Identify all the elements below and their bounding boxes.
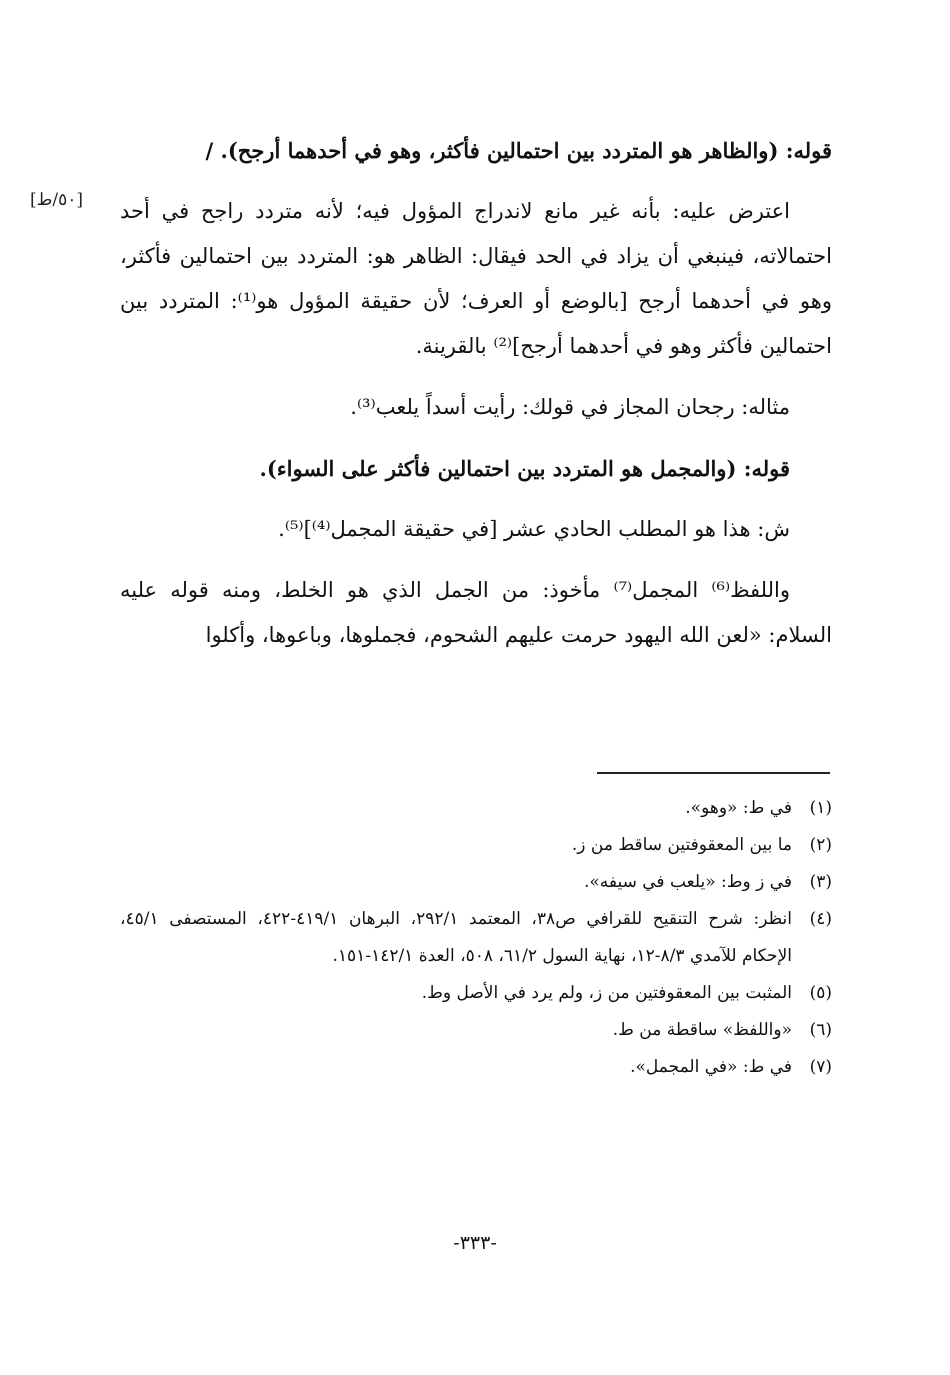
footnote <box>120 1049 832 1086</box>
main-text <box>120 128 832 674</box>
footnote-text: في ز وط: «يلعب في سيفه». <box>583 872 792 892</box>
footnote-number: (٦) <box>809 1020 832 1040</box>
footnote-number: (٢) <box>809 835 832 855</box>
footnote-number: (٥) <box>809 983 832 1003</box>
footnote <box>120 864 832 901</box>
footnote-text: المثبت بين المعقوفتين من ز، ولم يرد في الأصل وط. <box>421 983 792 1003</box>
footnote-number: (٤) <box>809 909 832 929</box>
footnote <box>120 1012 832 1049</box>
commentary-paragraph: ش: هذا هو المطلب الحادي عشر [في حقيقة المجمل⁽⁴⁾]⁽⁵⁾. <box>278 517 790 541</box>
quote-zahir: قوله: (والظاهر هو المتردد بين احتمالين فأكثر، وهو في أحدهما أرجح). / <box>205 138 832 163</box>
footnotes <box>120 790 832 1086</box>
quote-mujmal: قوله: (والمجمل هو المتردد بين احتمالين فأكثر على السواء). <box>259 456 790 481</box>
footnote-number: (٣) <box>809 872 832 892</box>
footnote-number: (١) <box>809 798 832 818</box>
footnote-text: ما بين المعقوفتين ساقط من ز. <box>571 835 792 855</box>
footnote-text: «واللفظ» ساقطة من ط. <box>612 1020 792 1040</box>
footnote-number: (٧) <box>809 1057 832 1077</box>
footnote-text: في ط: «في المجمل». <box>630 1057 792 1077</box>
footnote <box>120 827 832 864</box>
etymology-paragraph: واللفظ⁽⁶⁾ المجمل⁽⁷⁾ مأخوذ: من الجمل الذي هو الخلط، ومنه قوله عليه السلام: «لعن الله اليهود حرمت عليهم الشحوم، فجملوها، وباعوها، وأكلوا <box>120 578 832 647</box>
footnote <box>120 901 832 975</box>
footnote-text: في ط: «وهو». <box>685 798 792 818</box>
footnote <box>120 975 832 1012</box>
margin-folio-reference: [٥٠/ط] <box>30 190 83 210</box>
page-number: -٣٣٣- <box>453 1232 497 1254</box>
footnote-text: انظر: شرح التنقيح للقرافي ص٣٨، المعتمد ٢٩٢/١، البرهان ٤١٩/١-٤٢٢، المستصفى ٤٥/١، الإحكام للآمدي ٨/٣-١٢، نهاية السول ٦١/٢، ٥٠٨، العدة ١٤٢/١-١٥١. <box>120 909 793 966</box>
footnote <box>120 790 832 827</box>
objection-paragraph: اعترض عليه: بأنه غير مانع لاندراج المؤول فيه؛ لأنه متردد راجح في أحد احتمالاته، فينبغي أن يزاد في الحد فيقال: الظاهر هو: المتردد بين احتمالين فأكثر، وهو في أحدهما أرجح [بالوضع أو العرف؛ لأن حقيقة المؤول هو⁽¹⁾: المتردد بين احتمالين فأكثر وهو في أحدهما أرجح]⁽²⁾ بالقرينة. <box>120 199 832 358</box>
example-paragraph: مثاله: رجحان المجاز في قولك: رأيت أسداً يلعب⁽³⁾. <box>350 395 790 419</box>
footnote-divider <box>597 772 830 774</box>
